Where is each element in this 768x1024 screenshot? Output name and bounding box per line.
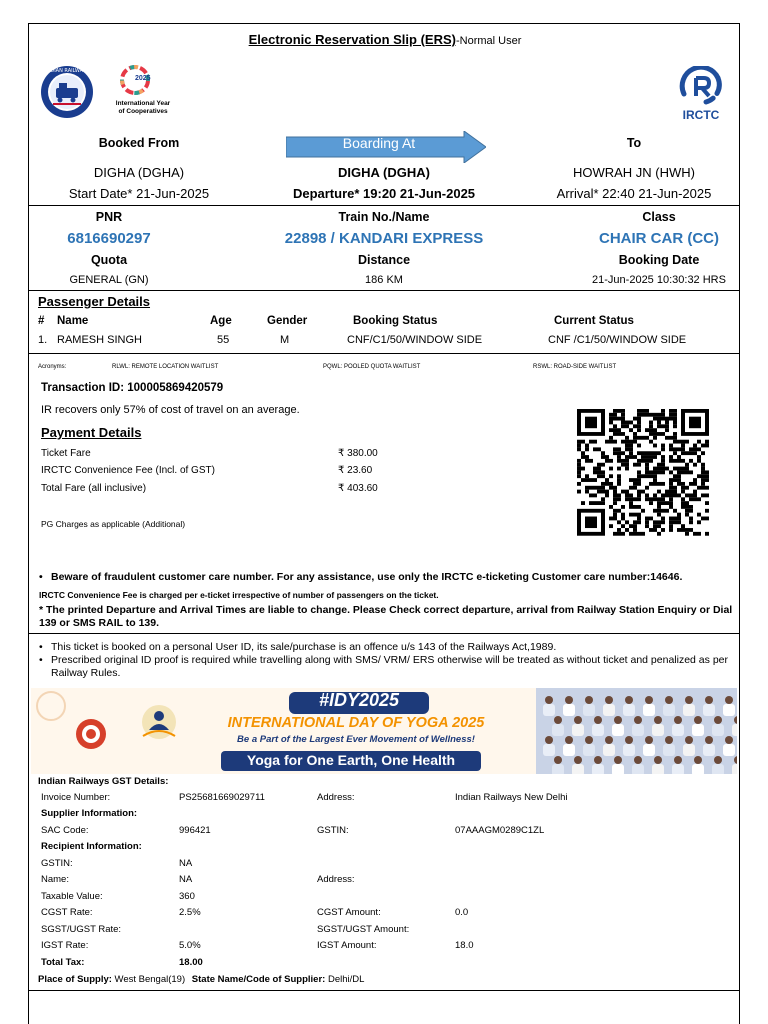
booked-from-label: Booked From xyxy=(98,136,180,150)
to-station: HOWRAH JN (HWH) xyxy=(572,165,696,180)
total-tax-label: Total Tax: xyxy=(41,956,85,968)
igst-amount-label: IGST Amount: xyxy=(317,940,377,952)
state-supplier-value: Delhi/DL xyxy=(327,974,365,985)
ers-ticket xyxy=(28,23,740,1024)
gst-row xyxy=(41,905,731,922)
recipient-gstin-label: GSTIN: xyxy=(41,857,73,869)
recovery-note: IR recovers only 57% of cost of travel on an average. xyxy=(41,404,300,416)
gst-row xyxy=(41,888,731,905)
gst-row xyxy=(41,954,731,971)
col-header-num: # xyxy=(38,315,45,327)
recipient-gstin-value: NA xyxy=(179,857,193,869)
divider xyxy=(29,353,739,354)
banner-hashtag: #IDY2025 xyxy=(318,690,400,710)
payment-details-title: Payment Details xyxy=(41,425,142,440)
acronym-rlwl: RLWL: REMOTE LOCATION WAITLIST xyxy=(112,364,219,370)
passenger-gender: M xyxy=(280,334,290,346)
divider xyxy=(29,990,739,991)
recipient-name-label: Name: xyxy=(41,874,69,886)
train-value: 22898 / KANDARI EXPRESS xyxy=(284,230,484,247)
passenger-num: 1. xyxy=(38,334,48,346)
gst-row xyxy=(41,822,731,839)
acronyms-label: Acronyms: xyxy=(38,364,67,370)
fraud-notice-list xyxy=(37,571,732,583)
passenger-details-title: Passenger Details xyxy=(38,294,151,309)
igst-rate-label: IGST Rate: xyxy=(41,940,89,952)
supplier-gstin-value: 07AAAGM0289C1ZL xyxy=(455,824,545,836)
ticket-fare-label: Ticket Fare xyxy=(41,448,91,459)
recipient-name-value: NA xyxy=(179,874,193,886)
times-notice: * The printed Departure and Arrival Times are liable to change. Please Check correct departure, arrival from Railway Station Enquiry or Dial 139 or SMS RAIL to 139. xyxy=(39,604,733,629)
passenger-current-status: CNF /C1/50/WINDOW SIDE xyxy=(548,334,687,346)
train-label: Train No./Name xyxy=(338,210,430,224)
sgst-rate-label: SGST/UGST Rate: xyxy=(41,923,122,935)
address-label: Address: xyxy=(317,791,355,803)
passenger-booking-status: CNF/C1/50/WINDOW SIDE xyxy=(347,334,483,346)
place-of-supply-row xyxy=(38,974,364,985)
supplier-gstin-label: GSTIN: xyxy=(317,824,349,836)
distance-label: Distance xyxy=(357,253,411,267)
col-header-age: Age xyxy=(210,315,232,327)
banner-headline: INTERNATIONAL DAY OF YOGA 2025 xyxy=(227,715,485,731)
from-station: DIGHA (DGHA) xyxy=(93,165,185,180)
acronym-rswl: RSWL: ROAD-SIDE WAITLIST xyxy=(533,364,617,370)
convenience-fee-label: IRCTC Convenience Fee (Incl. of GST) xyxy=(41,465,215,476)
coop-logo-line2: of Cooperatives xyxy=(118,107,168,115)
taxable-value: 360 xyxy=(179,890,195,902)
place-of-supply-label: Place of Supply: xyxy=(38,974,112,985)
acronym-pqwl: PQWL: POOLED QUOTA WAITLIST xyxy=(323,364,421,370)
departure-time: Departure* 19:20 21-Jun-2025 xyxy=(292,186,476,201)
transaction-id: Transaction ID: 100005869420579 xyxy=(41,382,224,394)
sac-label: SAC Code: xyxy=(41,824,89,836)
boarding-station: DIGHA (DGHA) xyxy=(338,165,430,180)
coop-logo-text xyxy=(111,100,175,115)
rules-notice-list xyxy=(37,641,732,680)
cooperatives-logo xyxy=(113,62,173,122)
ticket-fare-amount: ₹ 380.00 xyxy=(338,448,378,459)
supplier-title: Supplier Information: xyxy=(41,808,138,820)
sac-value: 996421 xyxy=(179,824,211,836)
invoice-value: PS25681669029711 xyxy=(179,791,265,803)
irctc-logo xyxy=(671,66,731,124)
total-fare-label: Total Fare (all inclusive) xyxy=(41,483,147,494)
ticket-title-row xyxy=(29,32,741,47)
ticket-subtitle: -Normal User xyxy=(455,35,522,47)
class-value: CHAIR CAR (CC) xyxy=(599,230,719,247)
passenger-name: RAMESH SINGH xyxy=(57,334,142,346)
col-header-gender: Gender xyxy=(267,315,308,327)
recipient-address-label: Address: xyxy=(317,874,355,886)
banner-slogan: Yoga for One Earth, One Health xyxy=(246,752,456,768)
boarding-at-label: Boarding At xyxy=(342,135,416,151)
col-header-name: Name xyxy=(57,315,89,327)
total-tax-value: 18.00 xyxy=(179,956,203,968)
booking-date-value: 21-Jun-2025 10:30:32 HRS xyxy=(592,274,726,286)
total-fare-amount: ₹ 403.60 xyxy=(338,483,378,494)
cgst-rate-label: CGST Rate: xyxy=(41,907,93,919)
booking-date-label: Booking Date xyxy=(618,253,700,267)
convenience-fee-notice: IRCTC Convenience Fee is charged per e-ticket irrespective of number of passengers on the ticket. xyxy=(39,590,439,600)
cgst-amount-label: CGST Amount: xyxy=(317,907,381,919)
taxable-label: Taxable Value: xyxy=(41,890,103,902)
cgst-amount-value: 0.0 xyxy=(455,907,469,919)
gst-row xyxy=(41,938,731,955)
gst-title: Indian Railways GST Details: xyxy=(38,776,169,787)
divider xyxy=(29,633,739,634)
ticket-title: Electronic Reservation Slip (ERS) xyxy=(248,32,456,47)
to-label: To xyxy=(626,136,642,150)
gst-row xyxy=(41,806,731,823)
personal-id-notice: • This ticket is booked on a personal User ID, its sale/purchase is an offence u/s 143 of the Railways Act,1989. xyxy=(37,641,732,654)
col-header-current-status: Current Status xyxy=(554,315,634,327)
distance-value: 186 KM xyxy=(365,274,403,286)
convenience-fee-amount: ₹ 23.60 xyxy=(338,465,373,476)
address-value: Indian Railways New Delhi xyxy=(455,791,568,803)
col-header-booking-status: Booking Status xyxy=(353,315,438,327)
recipient-title: Recipient Information: xyxy=(41,841,142,853)
ir-logo-ring-text: INDIAN RAILWAYS xyxy=(45,68,89,74)
pg-charges-note: PG Charges as applicable (Additional) xyxy=(41,519,186,529)
passenger-age: 55 xyxy=(217,334,230,346)
coop-logo-year: 2025 xyxy=(135,75,151,82)
gst-table xyxy=(41,789,731,971)
gst-row xyxy=(41,789,731,806)
coop-logo-line1: International Year xyxy=(115,100,171,107)
divider xyxy=(29,290,739,291)
igst-rate-value: 5.0% xyxy=(179,940,201,952)
banner-tagline: Be a Part of the Largest Ever Movement of Wellness! xyxy=(237,734,475,745)
qr-code xyxy=(574,409,712,539)
gst-row xyxy=(41,921,731,938)
state-supplier-label: State Name/Code of Supplier: xyxy=(191,974,326,985)
pnr-value: 6816690297 xyxy=(67,230,151,247)
divider xyxy=(29,205,739,206)
start-date: Start Date* 21-Jun-2025 xyxy=(68,186,210,201)
irctc-logo-text: IRCTC xyxy=(682,108,720,122)
sgst-amount-label: SGST/UGST Amount: xyxy=(317,923,410,935)
fraud-notice: • Beware of fraudulent customer care number. For any assistance, use only the IRCTC e-ticketing Customer care number:14646. xyxy=(37,571,732,583)
indian-railways-logo xyxy=(39,64,95,120)
yoga-day-banner xyxy=(31,688,737,774)
quota-label: Quota xyxy=(90,253,128,267)
igst-amount-value: 18.0 xyxy=(455,940,474,952)
quota-value: GENERAL (GN) xyxy=(69,274,149,286)
arrival-time: Arrival* 22:40 21-Jun-2025 xyxy=(556,186,712,201)
gst-row xyxy=(41,839,731,856)
pnr-label: PNR xyxy=(95,210,123,224)
class-label: Class xyxy=(642,210,676,224)
invoice-label: Invoice Number: xyxy=(41,791,111,803)
gst-row xyxy=(41,855,731,872)
gst-row xyxy=(41,872,731,889)
cgst-rate-value: 2.5% xyxy=(179,907,201,919)
id-proof-notice: • Prescribed original ID proof is required while travelling along with SMS/ VRM/ ERS otherwise will be treated as without ticket and penalized as per Railway Rules. xyxy=(37,654,732,680)
place-of-supply-value: West Bengal(19) xyxy=(114,974,186,985)
